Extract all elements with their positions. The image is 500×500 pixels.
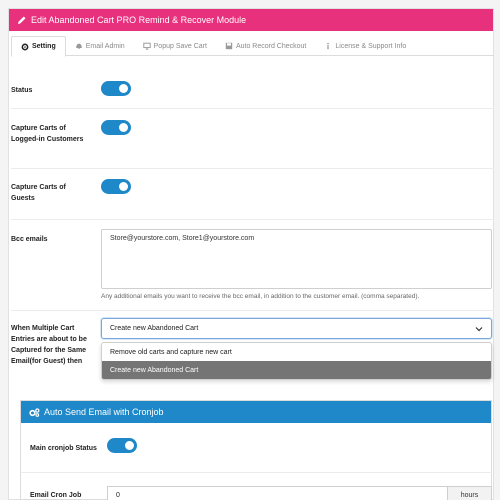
toggle-knob bbox=[125, 441, 134, 450]
monitor-icon bbox=[143, 42, 151, 50]
tab-license-support[interactable] bbox=[315, 36, 415, 56]
tab-auto-record-checkout[interactable] bbox=[216, 36, 315, 56]
bcc-help-text: Any additional emails you want to receive the bcc email, in addition to the customer email. (comma separated). bbox=[101, 293, 420, 300]
select-dropdown bbox=[101, 342, 492, 380]
toggle-knob bbox=[119, 123, 128, 132]
hours-addon: hours bbox=[447, 486, 492, 500]
panel-title: Edit Abandoned Cart PRO Remind & Recover Module bbox=[31, 15, 247, 25]
divider bbox=[11, 219, 494, 220]
capture-guests-label: Capture Carts of Guests bbox=[11, 184, 66, 202]
toggle-knob bbox=[119, 84, 128, 93]
divider bbox=[11, 168, 494, 169]
option-remove-old[interactable]: Remove old carts and capture new cart bbox=[110, 348, 232, 356]
gear-icon bbox=[21, 43, 29, 51]
email-cron-label: Email Cron Job bbox=[30, 492, 82, 499]
select-value: Create new Abandoned Cart bbox=[110, 325, 199, 332]
info-icon bbox=[324, 42, 332, 50]
status-toggle[interactable] bbox=[101, 81, 131, 96]
panel-header bbox=[9, 9, 493, 31]
cogs-icon bbox=[29, 408, 40, 417]
divider bbox=[11, 310, 494, 311]
capture-guests-toggle[interactable] bbox=[101, 179, 131, 194]
capture-logged-toggle[interactable] bbox=[101, 120, 131, 135]
bcc-textarea[interactable]: Store@yourstore.com, Store1@yourstore.com bbox=[101, 229, 492, 289]
email-cron-input[interactable]: 0 bbox=[107, 486, 447, 500]
main-cron-toggle[interactable] bbox=[107, 438, 137, 453]
pencil-icon bbox=[17, 15, 27, 25]
tab-email-admin[interactable] bbox=[66, 36, 134, 56]
tab-bar bbox=[11, 36, 494, 56]
save-icon bbox=[225, 42, 233, 50]
tab-label: License & Support Info bbox=[335, 42, 407, 50]
tab-label: Email Admin bbox=[85, 42, 125, 50]
bell-icon bbox=[75, 42, 83, 50]
tab-label: Popup Save Cart bbox=[153, 42, 207, 50]
divider bbox=[21, 472, 492, 473]
tab-label: Auto Record Checkout bbox=[235, 42, 307, 50]
toggle-knob bbox=[119, 182, 128, 191]
chevron-down-icon bbox=[475, 325, 483, 333]
tab-setting[interactable] bbox=[11, 36, 66, 57]
multiple-entries-label: When Multiple Cart Entries are about to be Captured for the Same Email(for Guest) then bbox=[11, 325, 87, 365]
main-cron-status-label: Main cronjob Status bbox=[30, 445, 97, 452]
divider bbox=[11, 108, 494, 109]
cron-panel-title: Auto Send Email with Cronjob bbox=[44, 407, 164, 417]
status-label: Status bbox=[11, 87, 33, 94]
option-create-new[interactable]: Create new Abandoned Cart bbox=[102, 361, 491, 379]
tab-label: Setting bbox=[32, 43, 56, 50]
capture-logged-label: Capture Carts of Logged-in Customers bbox=[11, 125, 84, 143]
cron-panel-header bbox=[21, 401, 491, 423]
multiple-entries-select[interactable] bbox=[101, 318, 492, 339]
bcc-label: Bcc emails bbox=[11, 236, 48, 243]
tab-popup-save-cart[interactable] bbox=[134, 36, 216, 56]
